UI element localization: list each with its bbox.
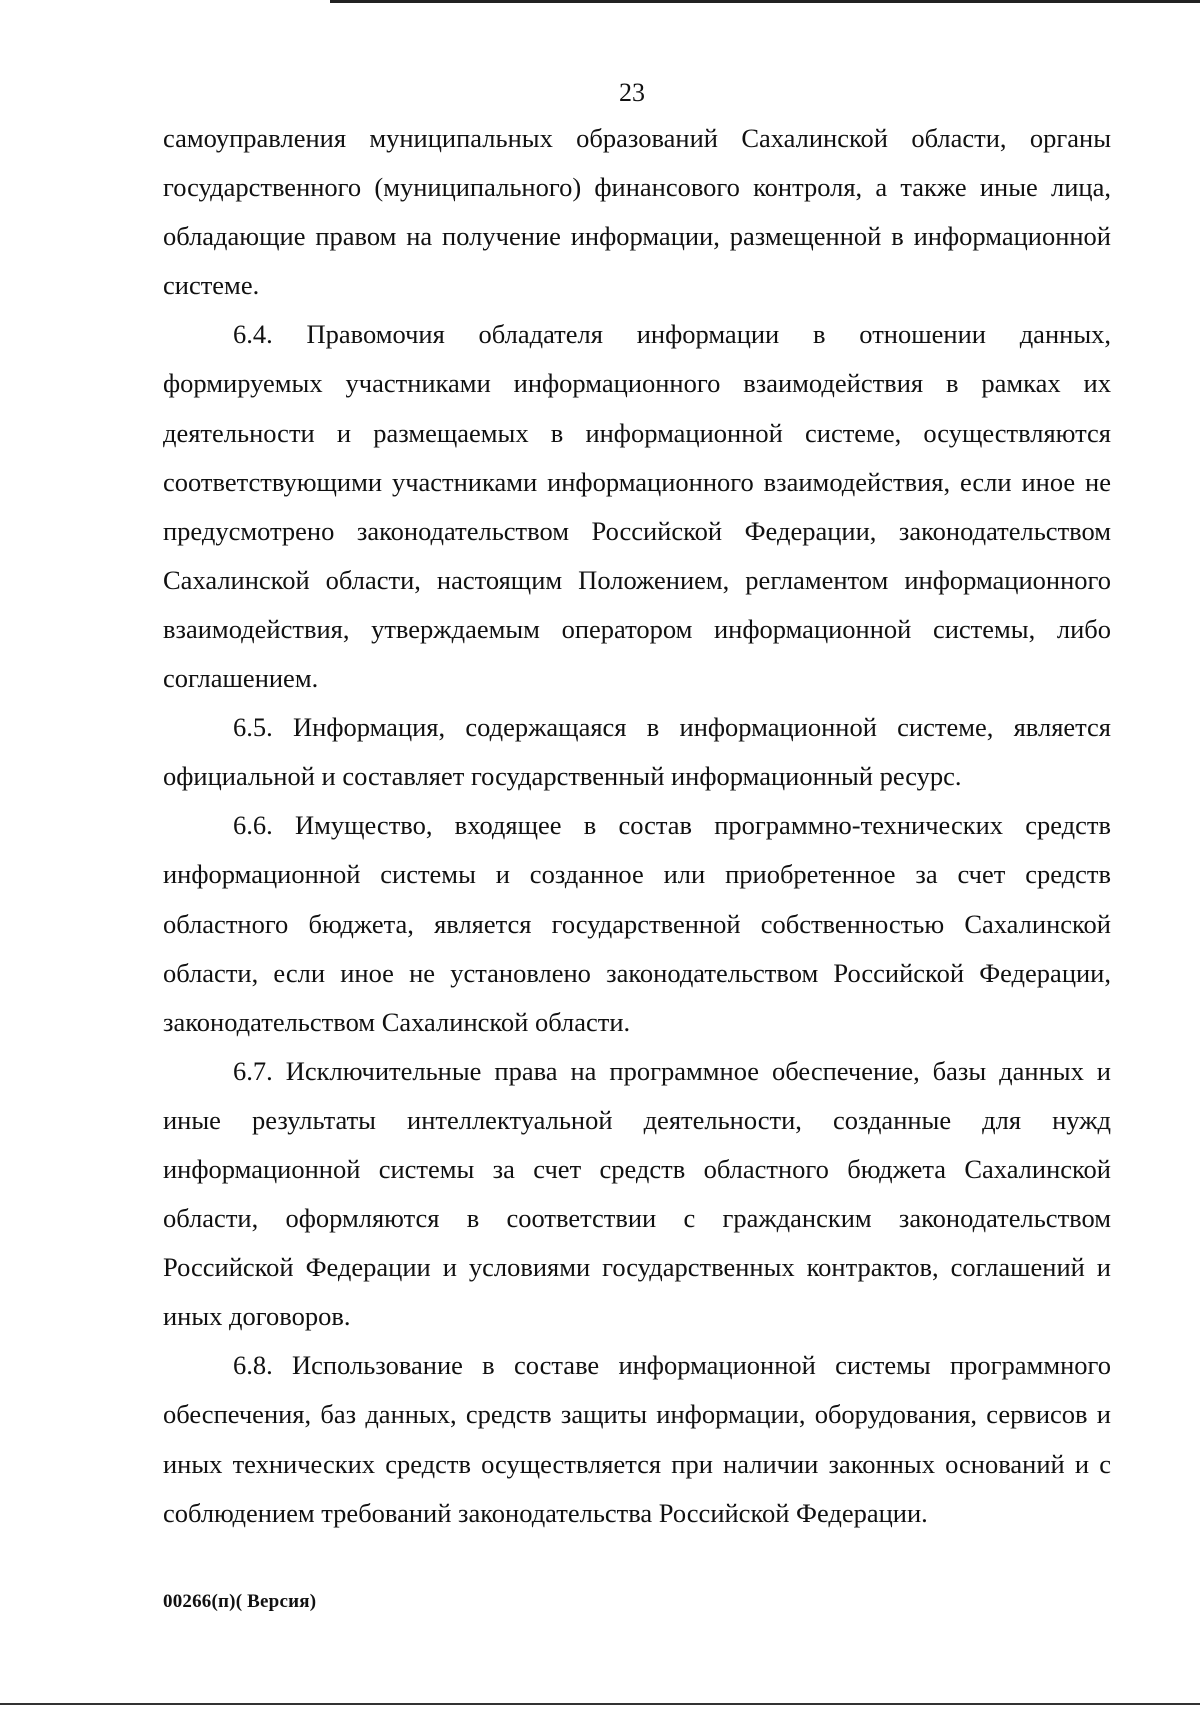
paragraph-6-7: 6.7. Исключительные права на программное обеспечение, базы данных и иные результаты интеллектуальной деятельности, созданные для нужд информационной системы за счет средств областного бюджета Сахалинской области, оформляются в соответствии с гражданским законодательством Российской Федерации и условиями государственных контрактов, соглашений и иных договоров. [163,1055,1111,1332]
top-edge-rule [330,0,1200,3]
paragraph-6-8: 6.8. Использование в составе информационной системы программного обеспечения, баз данных, средств защиты информации, оборудования, сервисов и иных технических средств осуществляется при наличии законных оснований и с соблюдением требований законодательства Российской Федерации. [163,1350,1111,1528]
page-number: 23 [619,78,645,107]
paragraph-6-4: 6.4. Правомочия обладателя информации в отношении данных, формируемых участниками информационного взаимодействия в рамках их деятельности и размещаемых в информационной системе, осуществляются соответствующими участниками информационного взаимодействия, если иное не предусмотрено законодательством Российской Федерации, законодательством Сахалинской области, настоящим Положением, регламентом информационного взаимодействия, утверждаемым оператором информационной системы, либо соглашением. [163,319,1111,694]
paragraph-6-6: 6.6. Имущество, входящее в состав программно-технических средств информационной системы и созданное или приобретенное за счет средств областного бюджета, является государственной собственностью Сахалинской области, если иное не установлено законодательством Российской Федерации, законодательством Сахалинской области. [163,810,1111,1037]
paragraph-continuation: самоуправления муниципальных образований Сахалинской области, органы государственного (муниципального) финансового контроля, а также иные лица, обладающие правом на получение информации, размещенной в информационной системе. [163,123,1111,301]
document-footer-code: 00266(п)( Версия) [163,1591,317,1612]
document-body [163,114,1111,1538]
paragraph-6-5: 6.5. Информация, содержащаяся в информационной системе, является официальной и составляет государственный информационный ресурс. [163,712,1111,792]
bottom-edge-rule [0,1703,1200,1705]
